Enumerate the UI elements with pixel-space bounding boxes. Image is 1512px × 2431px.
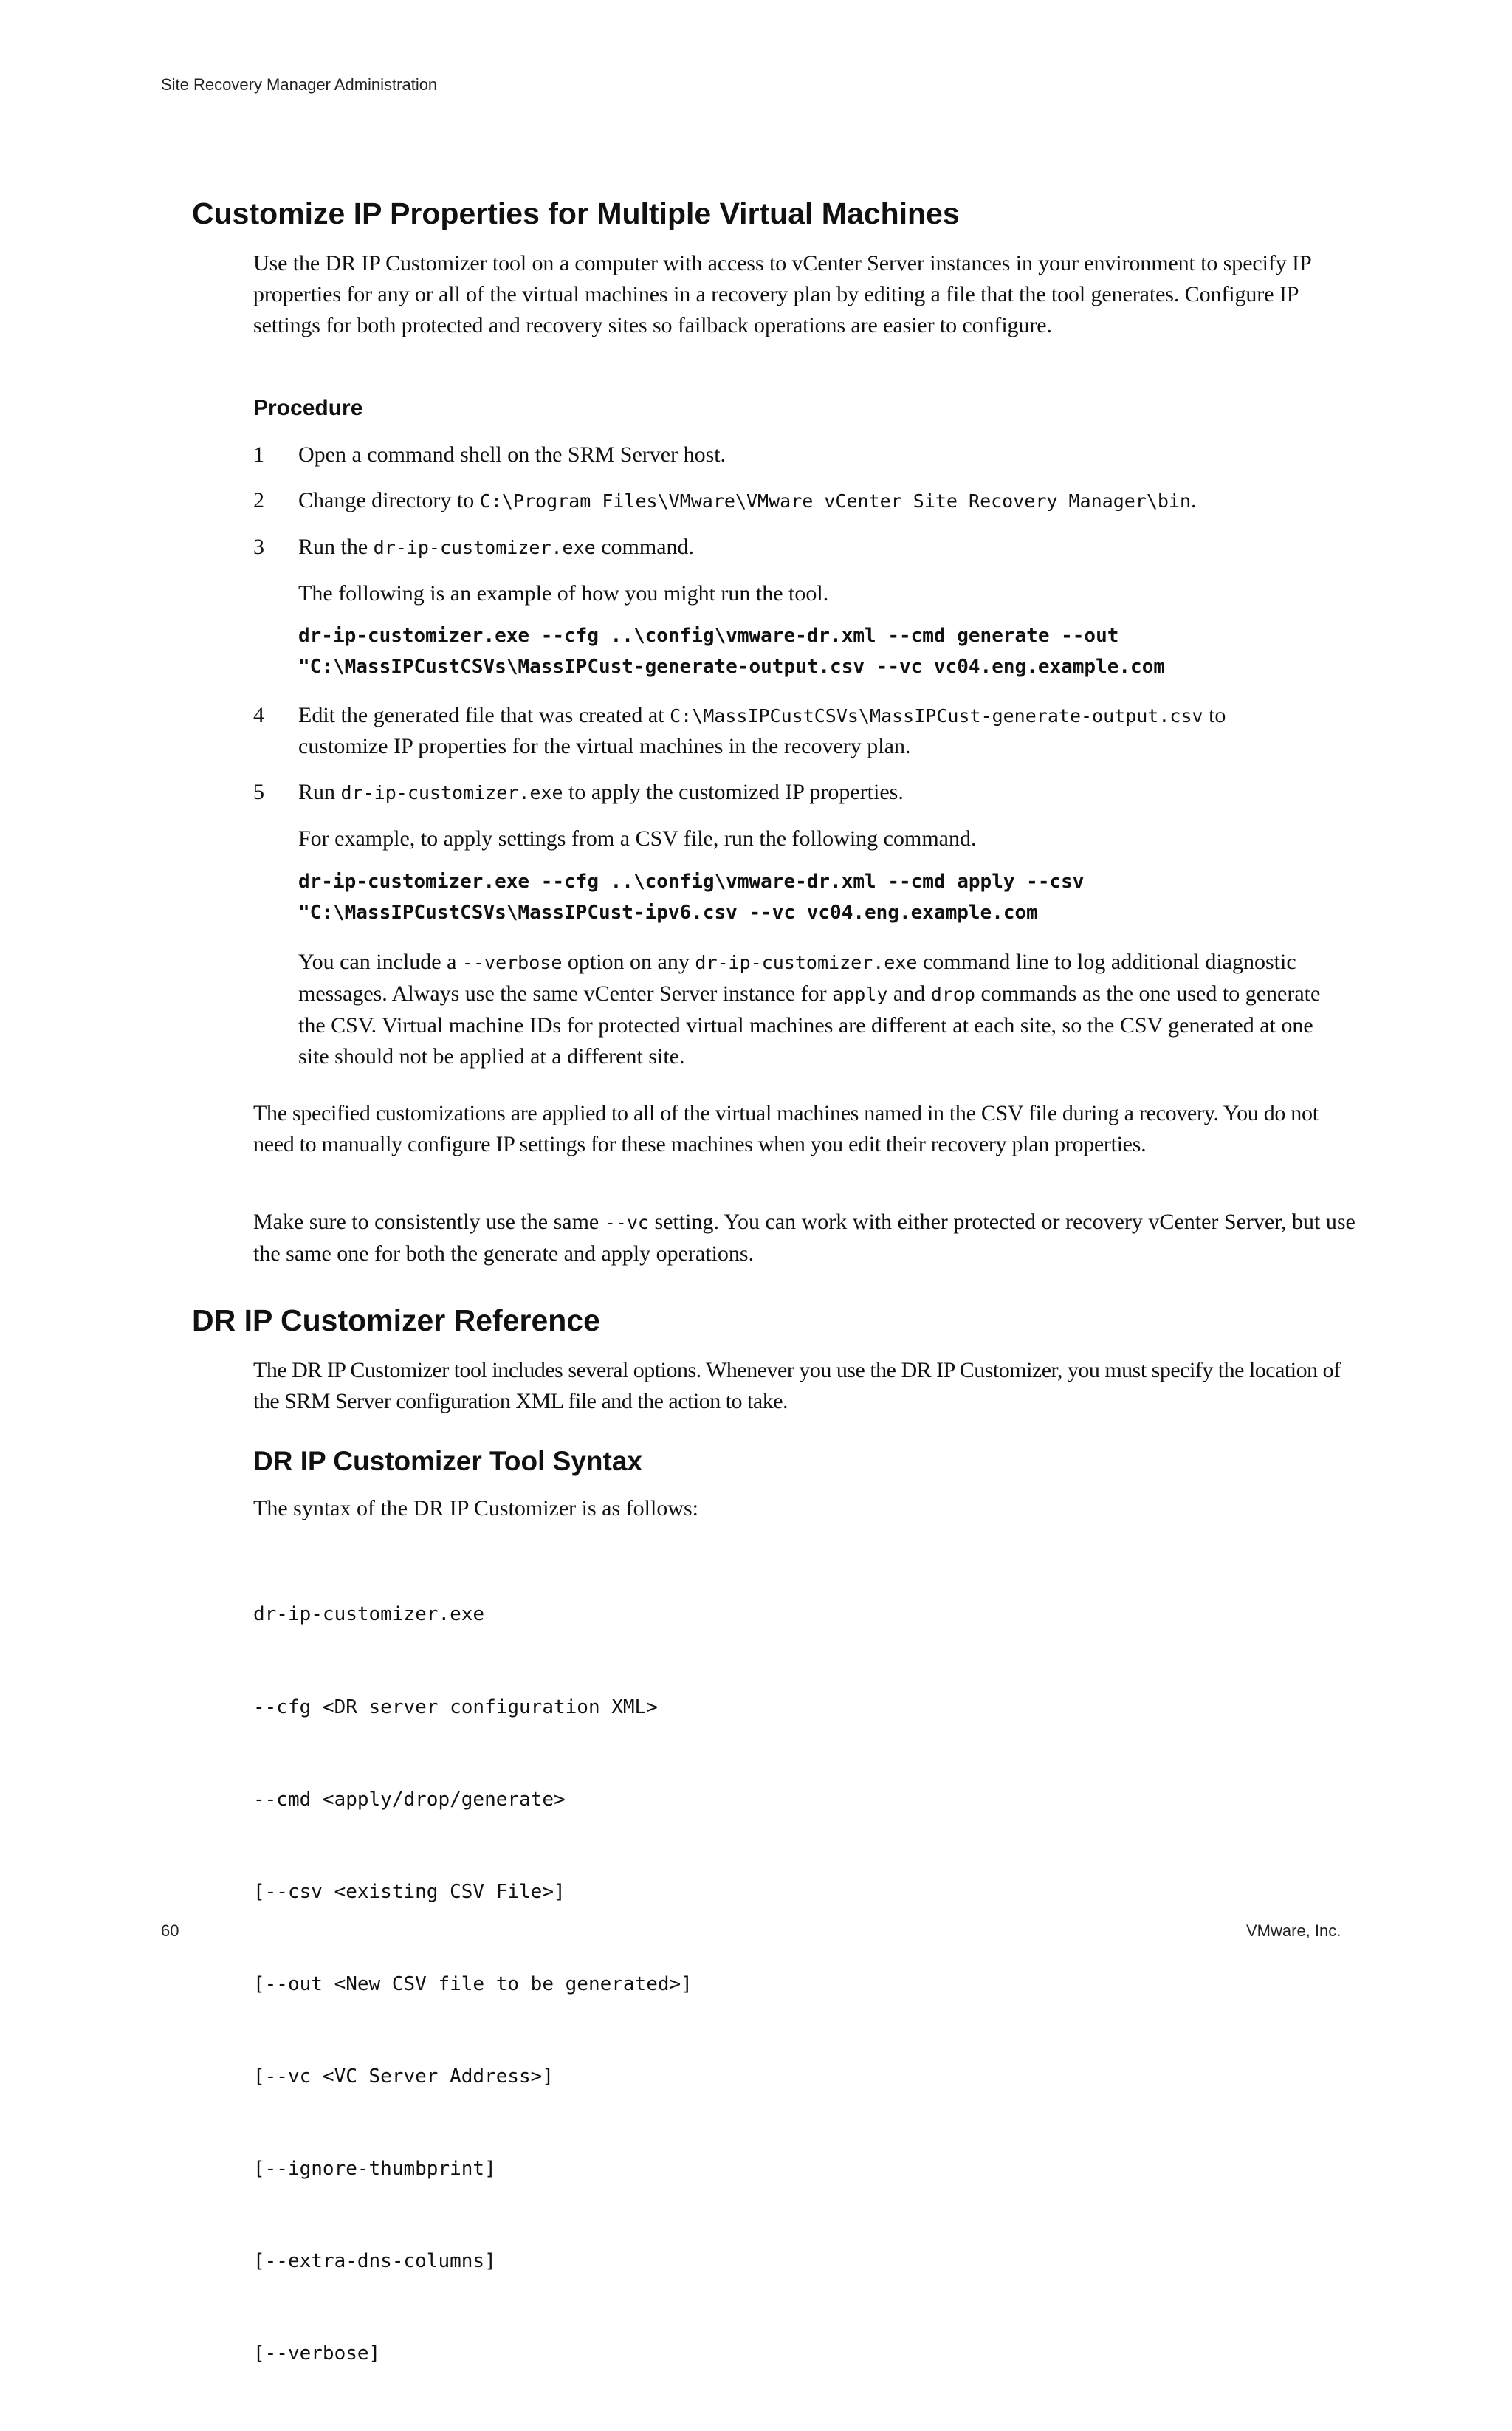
syntax-line: [--ignore-thumbprint]: [253, 2157, 496, 2180]
step-number: 1: [253, 442, 264, 467]
reference-intro-paragraph: The DR IP Customizer tool includes several options. Whenever you use the DR IP Customizer, you must specify the location of the SRM Server configuration XML file and the action to take.: [253, 1358, 1341, 1413]
syntax-line: dr-ip-customizer.exe: [253, 1603, 485, 1626]
vc-setting-paragraph: Make sure to consistently use the same --vc setting. You can work with either protected or recovery vCenter Server, but use the same one for both the generate and apply operations.: [253, 1210, 1355, 1266]
subsection-title-syntax: DR IP Customizer Tool Syntax: [253, 1446, 642, 1476]
syntax-line: --cfg <DR server configuration XML>: [253, 1695, 658, 1718]
command-example-line: dr-ip-customizer.exe --cfg ..\config\vmware-dr.xml --cmd generate --out: [298, 625, 1119, 647]
command-example-line: "C:\MassIPCustCSVs\MassIPCust-ipv6.csv --vc vc04.eng.example.com: [298, 902, 1038, 924]
syntax-code-block: [253, 1538, 693, 2431]
syntax-line: [--csv <existing CSV File>]: [253, 1880, 566, 1903]
syntax-line: [--verbose]: [253, 2342, 381, 2365]
section-title-reference: DR IP Customizer Reference: [192, 1303, 600, 1337]
running-header: Site Recovery Manager Administration: [161, 75, 438, 94]
command-example-line: "C:\MassIPCustCSVs\MassIPCust-generate-output.csv --vc vc04.eng.example.com: [298, 656, 1165, 678]
step-text: Change directory to C:\Program Files\VMware\VMware vCenter Site Recovery Manager\bin.: [298, 488, 1197, 512]
file-path: C:\MassIPCustCSVs\MassIPCust-generate-output.csv: [670, 705, 1203, 727]
apply-command: apply: [832, 984, 888, 1005]
step-note: For example, to apply settings from a CSV file, run the following command.: [298, 826, 977, 851]
command-example-line: dr-ip-customizer.exe --cfg ..\config\vmware-dr.xml --cmd apply --csv: [298, 871, 1085, 893]
step-number: 4: [253, 703, 264, 727]
footer-company: VMware, Inc.: [1246, 1921, 1341, 1940]
section-intro-paragraph: Use the DR IP Customizer tool on a computer with access to vCenter Server instances in your environment to specify IP properties for any or all of the virtual machines in a recovery plan by editing a file that the tool generates. Configure IP settings for both protected and recovery sites so failback operations are easier to configure.: [253, 251, 1311, 337]
step-number: 5: [253, 780, 264, 804]
step-text: Open a command shell on the SRM Server host.: [298, 442, 726, 467]
directory-path: C:\Program Files\VMware\VMware vCenter Site Recovery Manager\bin: [479, 490, 1192, 512]
command-name: dr-ip-customizer.exe: [373, 537, 596, 558]
step-text: Run dr-ip-customizer.exe to apply the customized IP properties.: [298, 780, 904, 804]
syntax-intro: The syntax of the DR IP Customizer is as follows:: [253, 1496, 698, 1520]
step-note: The following is an example of how you might run the tool.: [298, 581, 829, 606]
page-number: 60: [161, 1921, 179, 1940]
vc-option: --vc: [604, 1212, 649, 1233]
step-detail-paragraph: You can include a --verbose option on any dr-ip-customizer.exe command line to log additional diagnostic messages. Always use the same vCenter Server instance for apply and drop commands as the one used to generate the CSV. Virtual machine IDs for protected virtual machines are different at each site, so the CSV generated at one site should not be applied at a different site.: [298, 950, 1321, 1069]
step-number: 3: [253, 535, 264, 559]
step-text-continued: customize IP properties for the virtual machines in the recovery plan.: [298, 734, 911, 758]
step-number: 2: [253, 488, 264, 512]
syntax-line: [--vc <VC Server Address>]: [253, 2065, 554, 2088]
verbose-option: --verbose: [461, 952, 563, 973]
syntax-line: [--out <New CSV file to be generated>]: [253, 1972, 693, 1995]
step-text: Run the dr-ip-customizer.exe command.: [298, 535, 695, 559]
procedure-heading: Procedure: [253, 396, 363, 420]
section-title-customize-ip: Customize IP Properties for Multiple Virtual Machines: [192, 196, 960, 230]
syntax-line: [--extra-dns-columns]: [253, 2250, 496, 2273]
drop-command: drop: [930, 984, 975, 1005]
step-text: Edit the generated file that was created at C:\MassIPCustCSVs\MassIPCust-generate-output.csv to: [298, 703, 1226, 727]
command-name: dr-ip-customizer.exe: [340, 782, 563, 803]
command-name: dr-ip-customizer.exe: [695, 952, 918, 973]
result-paragraph: The specified customizations are applied to all of the virtual machines named in the CSV file during a recovery. You do not need to manually configure IP settings for these machines when you edit their recovery plan properties.: [253, 1101, 1319, 1156]
syntax-line: --cmd <apply/drop/generate>: [253, 1788, 566, 1811]
